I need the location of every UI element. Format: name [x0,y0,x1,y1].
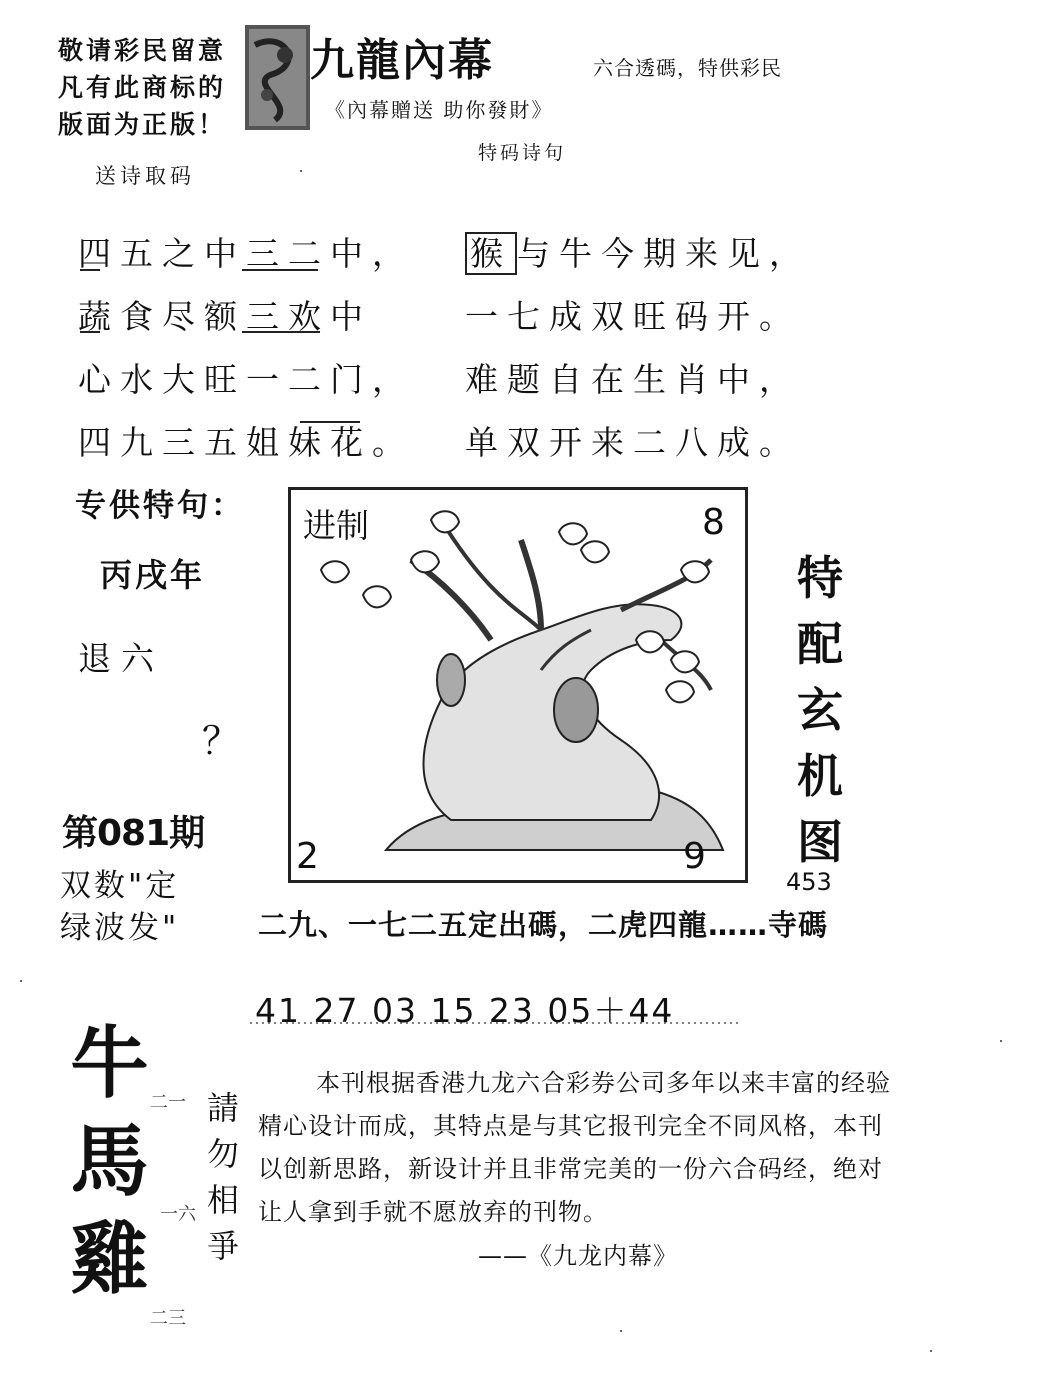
title-char: 配 [797,617,843,671]
figure-label-top-left: 进制 [303,506,369,545]
boxed-zodiac: 猴 [465,232,517,275]
description-paragraph [258,1062,898,1234]
brand-slogan: 《內幕贈送 助你發財》 [325,98,554,122]
figure-number-bottom-right: 9 [683,836,706,877]
poem-right-line-3 [465,354,801,401]
side-mark: 二一 [150,1092,186,1113]
poem-right-line-1 [465,228,811,275]
year-label: 丙戌年 [100,556,206,594]
poem-text: 一七成双旺码开。 [465,297,801,336]
zodiac-big-characters [62,1015,157,1309]
speck [930,1350,932,1352]
even-number-tip: 双数"定 [60,868,180,904]
brand-subtitle: 六合透碼，特供彩民 [593,56,782,80]
speck [620,1330,622,1332]
brand-title: 九龍內幕 [310,35,494,86]
bonsai-tree-icon [291,490,745,880]
poem-right-line-2 [465,291,801,338]
side-mark: 二三 [150,1308,186,1329]
authenticity-notice [58,32,226,143]
title-char: 图 [797,815,843,869]
question-mark: ？ [202,719,241,763]
description-signature: ——《九龙内幕》 [478,1242,678,1270]
poem-text: 四九三五姐妹花。 [78,423,414,462]
dragon-logo [245,25,310,130]
underline-marks [70,262,370,442]
please-char: 爭 [206,1227,239,1265]
description-rest: 的经验精心设计而成，其特点是与其它报刊完全不同风格，本刊以创新思路，新设计并且非常完美的一份六合码经，绝对让人拿到手就不愿放弃的刊物。 [258,1069,891,1226]
speck [300,170,302,172]
dragon-logo-icon [245,25,310,130]
poem-text: 心水大旺一二门， [78,360,414,399]
poem-text: 蔬食尽额三欢中 [78,297,372,336]
notice-line: 版面为正版！ [58,110,227,139]
green-wave-tip: 绿波发" [60,910,180,946]
lottery-numbers: 41 27 03 15 23 05＋44 [255,991,675,1030]
retreat-label: 退六 [78,639,164,678]
poem-text: 难题自在生肖中， [465,360,801,399]
figure-number: 453 [786,868,832,896]
please-no-dispute [202,1085,244,1269]
speck [20,980,22,982]
big-char: 雞 [70,1214,149,1305]
title-char: 机 [797,749,843,803]
poem-text: 单双开来二八成。 [465,423,801,462]
poem-text: 与牛今期来见， [517,234,811,273]
numbers-dotted-rule [250,1020,750,1026]
please-char: 相 [206,1181,239,1219]
vertical-figure-title [790,545,850,875]
big-char: 牛 [70,1018,149,1109]
big-char: 馬 [70,1116,149,1207]
side-mark: 一六 [160,1204,196,1225]
title-char: 玄 [797,683,843,737]
notice-line: 凡有此商标的 [58,73,227,102]
please-char: 請 [206,1089,239,1127]
poem-right-line-4 [465,417,801,464]
send-poem-label: 送诗取码 [95,164,195,188]
figure-number-bottom-left: 2 [296,836,319,877]
notice-line: 敬请彩民留意 [58,36,227,65]
figure-number-top-right: 8 [702,502,725,543]
poem-text: 四五之中三二中， [78,234,414,273]
description-first: 本刊根据香港九龙六合彩券公司多年以来丰富 [316,1069,816,1097]
please-char: 勿 [206,1135,239,1173]
issue-number: 第081期 [62,813,205,854]
special-label: 专供特句： [75,488,245,524]
number-tip: 二九、一七二五定出碼，二虎四龍……寺碼 [258,908,829,942]
poem-heading: 特码诗句 [478,142,567,164]
title-char: 特 [797,551,843,605]
speck [1000,1040,1002,1042]
